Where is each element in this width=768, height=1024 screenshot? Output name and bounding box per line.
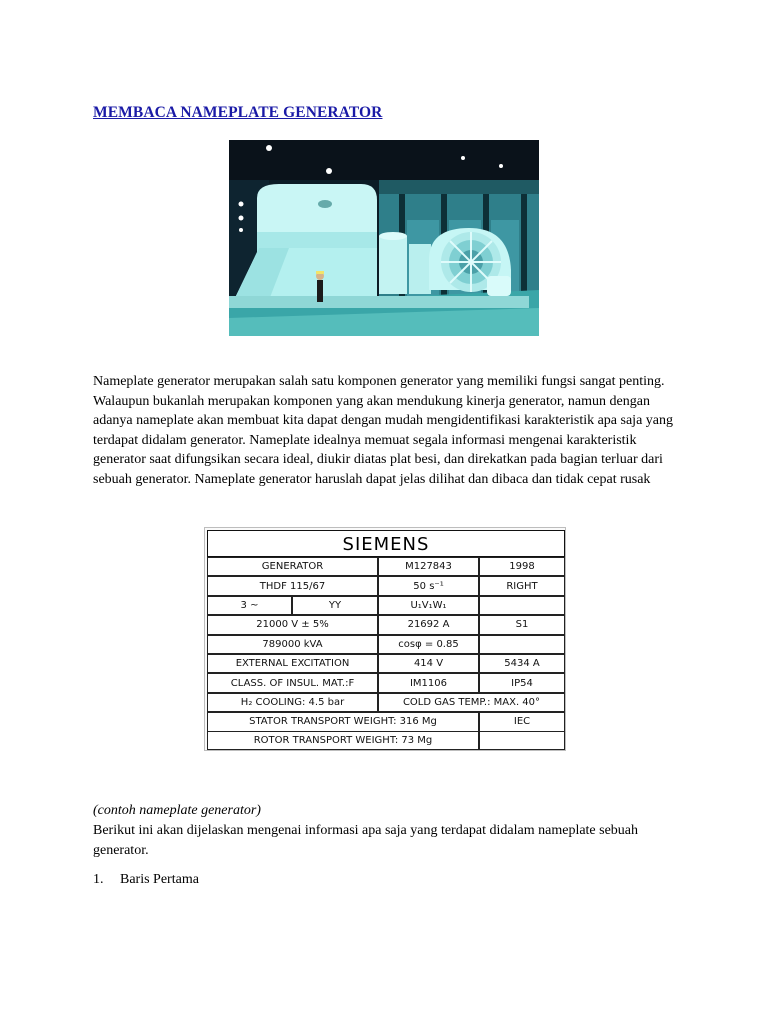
followup-paragraph: Berikut ini akan dijelaskan mengenai informasi apa saja yang terdapat didalam nameplate sebuah generator. [93, 823, 639, 858]
nameplate-table [204, 527, 566, 751]
generator-photo [229, 140, 539, 336]
np-cell: IEC [479, 712, 565, 731]
np-cell: 1998 [479, 557, 565, 576]
np-cell: YY [292, 596, 378, 615]
document-title[interactable]: MEMBACA NAMEPLATE GENERATOR [93, 104, 383, 121]
intro-paragraph: Nameplate generator merupakan salah satu komponen generator yang memiliki fungsi sangat penting. Walaupun bukanlah merupakan komponen yang akan mendukung kinerja generator, namun dengan adanya nameplate akan membuat kita dapat dengan mudah mengidentifikasi karakteristik apa saja yang terdapat didalam generator. Nameplate idealnya memuat segala informasi mengenai karakteristik generator saat difungsikan secara ideal, diukir diatas plat besi, dan direkatkan pada bagian terluar dari sebuah generator. Nameplate generator haruslah dapat jelas dilihat dan dibaca dan tidak cepat rusak [93, 374, 674, 487]
np-cell: 789000 kVA [207, 635, 378, 654]
nameplate-brand: SIEMENS [207, 530, 565, 557]
list-item [93, 872, 199, 888]
list-item-label: Baris Pertama [120, 872, 199, 887]
np-cell: GENERATOR [207, 557, 378, 576]
list-item-number: 1. [93, 872, 104, 887]
np-cell: S1 [479, 615, 565, 634]
np-cell: M127843 [378, 557, 479, 576]
np-cell: EXTERNAL EXCITATION [207, 654, 378, 673]
np-cell: 21000 V ± 5% [207, 615, 378, 634]
np-cell: ROTOR TRANSPORT WEIGHT: 73 Mg [207, 731, 479, 750]
np-cell [479, 635, 565, 654]
figure-caption: (contoh nameplate generator) [93, 803, 261, 818]
np-cell: U₁V₁W₁ [378, 596, 479, 615]
np-cell: COLD GAS TEMP.: MAX. 40° [378, 693, 565, 712]
np-cell: THDF 115/67 [207, 576, 378, 595]
np-cell: STATOR TRANSPORT WEIGHT: 316 Mg [207, 712, 479, 731]
np-cell: CLASS. OF INSUL. MAT.:F [207, 673, 378, 692]
np-cell: RIGHT [479, 576, 565, 595]
np-cell [479, 596, 565, 615]
np-cell: H₂ COOLING: 4.5 bar [207, 693, 378, 712]
np-cell: 5434 A [479, 654, 565, 673]
np-cell: 50 s⁻¹ [378, 576, 479, 595]
np-cell: 21692 A [378, 615, 479, 634]
np-cell: cosφ = 0.85 [378, 635, 479, 654]
np-cell: IM1106 [378, 673, 479, 692]
np-cell: IP54 [479, 673, 565, 692]
np-cell: 414 V [378, 654, 479, 673]
np-cell: 3 ~ [207, 596, 292, 615]
np-cell [479, 731, 565, 750]
